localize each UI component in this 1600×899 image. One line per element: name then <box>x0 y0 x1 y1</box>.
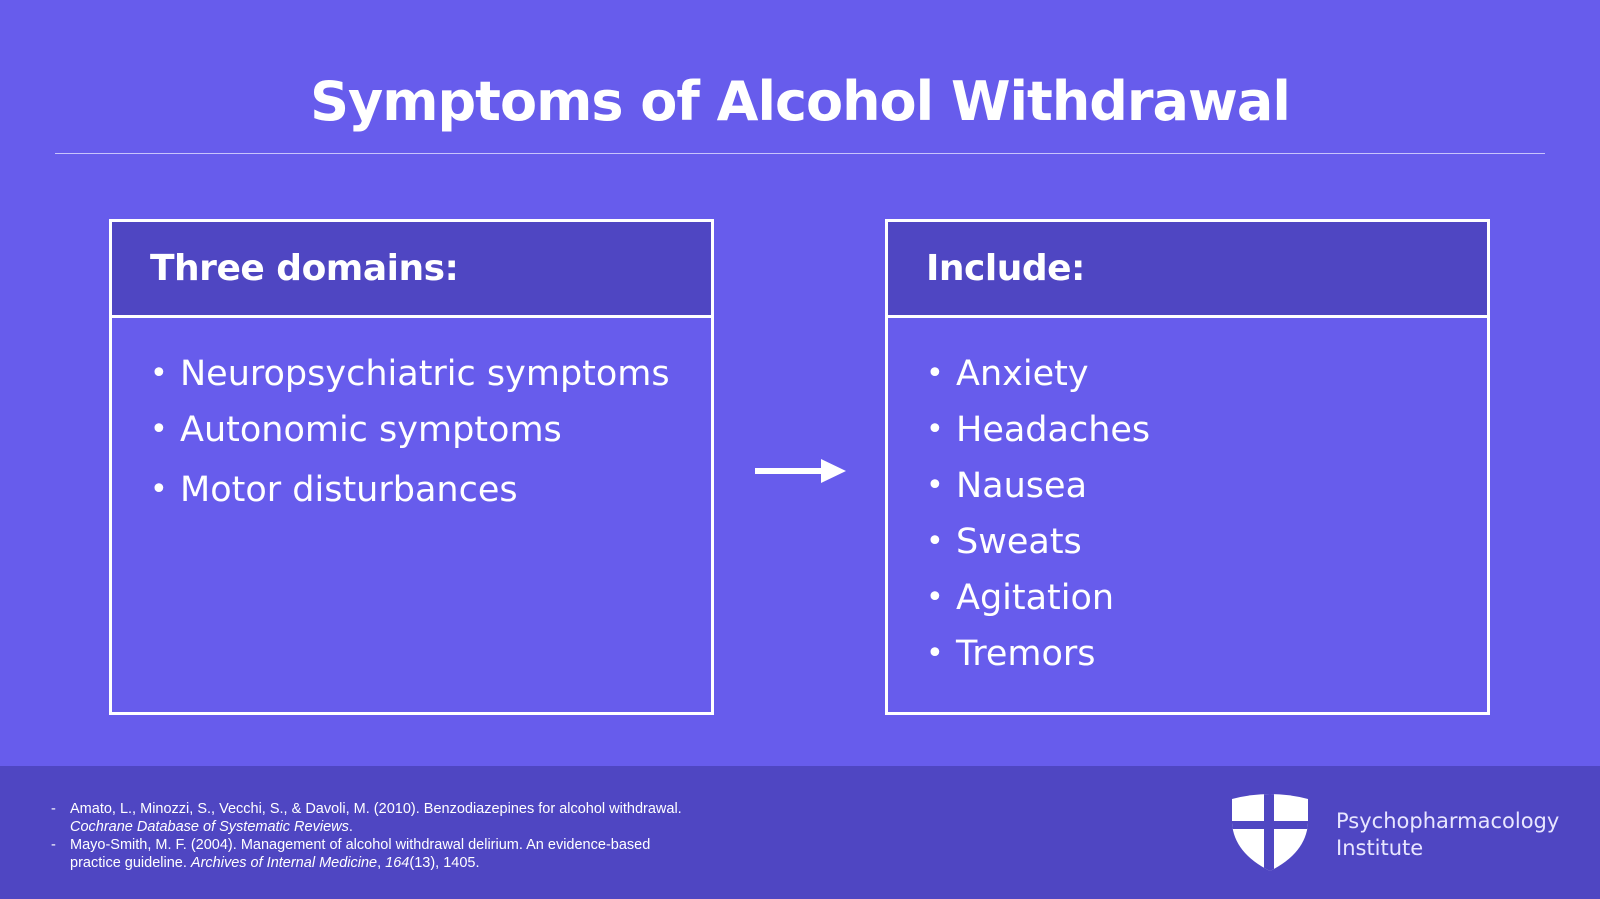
domains-list <box>112 318 711 518</box>
include-header <box>888 222 1487 318</box>
three-domains-panel <box>109 219 714 715</box>
list-item: • Autonomic symptoms <box>150 402 711 458</box>
bullet-icon: • <box>150 472 168 507</box>
references-list <box>48 800 688 872</box>
list-item: • Agitation <box>926 570 1487 626</box>
footer-band <box>0 766 1600 899</box>
bullet-icon: • <box>926 412 944 447</box>
three-domains-header <box>112 222 711 318</box>
right-arrow-icon <box>755 458 847 484</box>
bullet-icon: • <box>150 412 168 447</box>
bullet-icon: • <box>926 636 944 671</box>
bullet-icon: • <box>150 356 168 391</box>
list-item: • Nausea <box>926 458 1487 514</box>
slide-title: Symptoms of Alcohol Withdrawal <box>310 70 1290 133</box>
bullet-icon: • <box>926 468 944 503</box>
reference-item: - Amato, L., Minozzi, S., Vecchi, S., & Davoli, M. (2010). Benzodiazepines for alcohol withdrawal. Cochrane Database of Systematic Reviews. <box>51 801 682 835</box>
include-panel <box>885 219 1490 715</box>
include-heading: Include: <box>926 248 1085 289</box>
list-item: • Anxiety <box>926 346 1487 402</box>
three-domains-heading: Three domains: <box>150 248 459 289</box>
list-item: • Headaches <box>926 402 1487 458</box>
list-item: • Neuropsychiatric symptoms <box>150 346 711 402</box>
bullet-icon: • <box>926 356 944 391</box>
institute-logo-text: Psychopharmacology Institute <box>1336 809 1560 860</box>
list-item: • Sweats <box>926 514 1487 570</box>
title-divider <box>55 153 1545 154</box>
symptoms-list <box>888 318 1487 682</box>
bullet-icon: • <box>926 580 944 615</box>
reference-item: - Mayo-Smith, M. F. (2004). Management of alcohol withdrawal delirium. An evidence-based practice guideline. Archives of Internal Medicine, 164(13), 1405. <box>51 837 651 871</box>
list-item: • Motor disturbances <box>150 462 711 518</box>
list-item: • Tremors <box>926 626 1487 682</box>
bullet-icon: • <box>926 524 944 559</box>
shield-cross-icon <box>1228 793 1312 873</box>
